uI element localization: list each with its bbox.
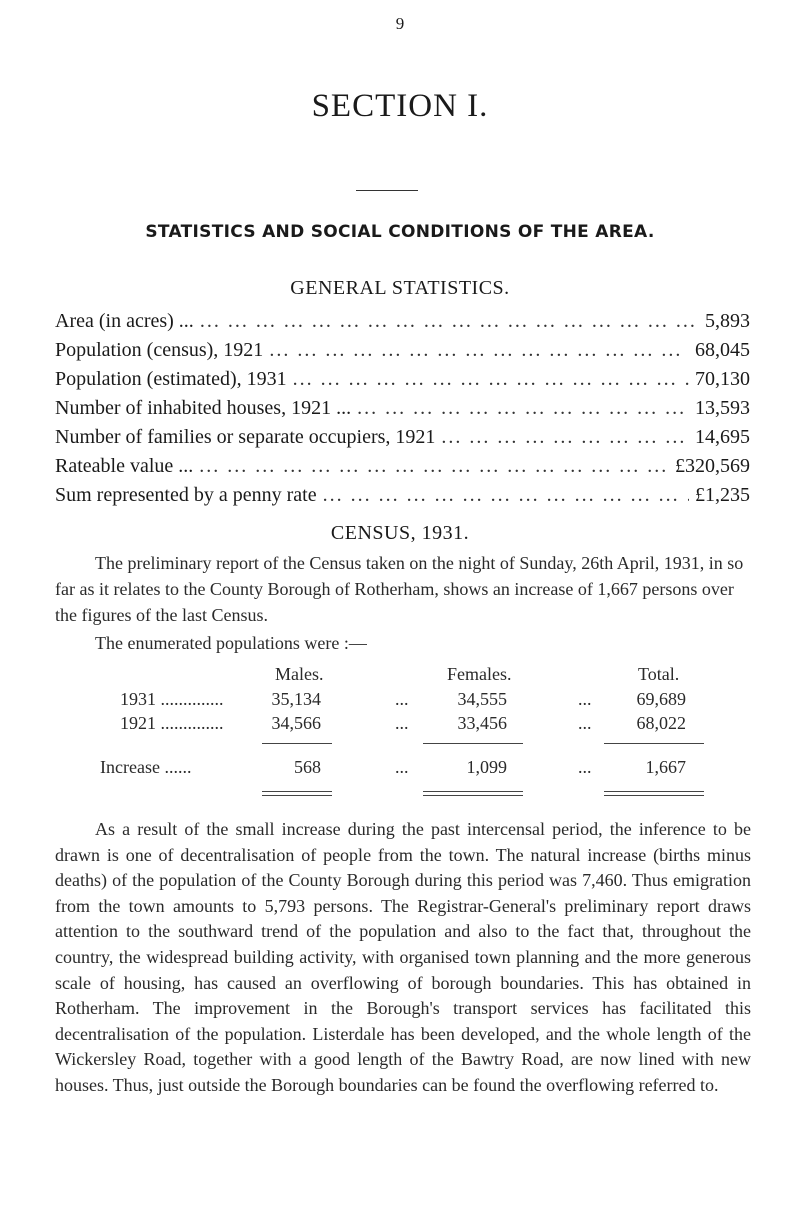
dot-leader	[269, 339, 689, 362]
stat-value: £1,235	[695, 484, 750, 506]
cell-total-1921: 68,022	[636, 713, 686, 733]
cell-males-increase: 568	[294, 757, 321, 777]
separator: ...	[578, 713, 592, 733]
dot-leader	[357, 397, 689, 420]
cell-females-increase: 1,099	[466, 757, 507, 777]
main-heading: STATISTICS AND SOCIAL CONDITIONS OF THE AREA.	[145, 222, 655, 242]
stat-row-rateable-value	[55, 455, 750, 484]
census-intro-paragraph: The preliminary report of the Census taken on the night of Sunday, 26th April, 1931, in so far as it relates to the County Borough of Rotherham, shows an increase of 1,667 persons over the figures of the last Census.	[55, 553, 744, 625]
stat-row-population-census	[55, 339, 750, 368]
stat-row-penny-rate	[55, 484, 750, 513]
stat-row-families	[55, 426, 750, 455]
row-label-1921: 1921 ..............	[120, 713, 224, 733]
stat-row-population-estimated	[55, 368, 750, 397]
title-divider	[356, 190, 418, 191]
stat-label: Population (estimated), 1931	[55, 368, 287, 390]
stat-label: Rateable value ...	[55, 455, 194, 477]
cell-total-1931: 69,689	[636, 689, 686, 709]
dot-leader	[441, 426, 689, 449]
separator: ...	[578, 757, 592, 777]
row-label-1931: 1931 ..............	[120, 689, 224, 709]
stat-value: 70,130	[695, 368, 750, 390]
stat-row-area	[55, 310, 750, 339]
sum-rule-females	[423, 743, 523, 744]
stat-label: Area (in acres) ...	[55, 310, 194, 332]
separator: ...	[395, 757, 409, 777]
separator: ...	[395, 713, 409, 733]
sum-rule-total	[604, 743, 704, 744]
separator: ...	[395, 689, 409, 709]
enumerated-intro: The enumerated populations were :—	[95, 633, 367, 653]
total-double-rule-males	[262, 791, 332, 796]
cell-total-increase: 1,667	[645, 757, 686, 777]
general-statistics-heading: GENERAL STATISTICS.	[290, 277, 510, 299]
decentralisation-paragraph: As a result of the small increase during the past intercensal period, the inference to be drawn is one of decentralisation of people from the town. The natural increase (births minus deaths) of the population of the County Borough during this period was 7,460. Thus emigration from the town amounts to 5,793 persons. The Registrar-General's preliminary report draws attention to the southward trend of the population and also to the fact that, throughout the country, the widespread building activity, with organised town planning and the more generous scale of housing, has caused an overflowing of borough boundaries. This has obtained in Rotherham. The improvement in the Borough's transport services has facilitated this decentralisation of the population. Listerdale has been developed, and the whole length of the Wickersley Road, together with a good length of the Bawtry Road, are now lined with new houses. Thus, just outside the Borough boundaries can be found the overflowing referred to.	[55, 819, 751, 1095]
stat-row-inhabited-houses	[55, 397, 750, 426]
separator: ...	[578, 689, 592, 709]
stat-label: Sum represented by a penny rate	[55, 484, 317, 506]
dot-leader	[293, 368, 689, 391]
total-double-rule-total	[604, 791, 704, 796]
sum-rule-males	[262, 743, 332, 744]
census-heading: CENSUS, 1931.	[330, 522, 470, 544]
stat-label: Number of families or separate occupiers, 1921	[55, 426, 436, 448]
cell-males-1921: 34,566	[271, 713, 321, 733]
stat-value: 68,045	[695, 339, 750, 361]
total-double-rule-females	[423, 791, 523, 796]
header-females: Females.	[447, 664, 512, 684]
stat-value: £320,569	[675, 455, 750, 477]
stat-value: 5,893	[705, 310, 750, 332]
cell-females-1931: 34,555	[457, 689, 507, 709]
dot-leader	[200, 310, 699, 333]
row-label-increase: Increase ......	[100, 757, 192, 777]
header-total: Total.	[638, 664, 680, 684]
dot-leader	[323, 484, 689, 507]
general-statistics-list	[55, 310, 750, 513]
header-males: Males.	[275, 664, 324, 684]
section-title: SECTION I.	[311, 88, 489, 124]
page-number: 9	[395, 14, 405, 33]
cell-males-1931: 35,134	[271, 689, 321, 709]
cell-females-1921: 33,456	[457, 713, 507, 733]
stat-label: Number of inhabited houses, 1921 ...	[55, 397, 352, 419]
stat-label: Population (census), 1921	[55, 339, 264, 361]
stat-value: 14,695	[695, 426, 750, 448]
dot-leader	[199, 455, 669, 478]
stat-value: 13,593	[695, 397, 750, 419]
